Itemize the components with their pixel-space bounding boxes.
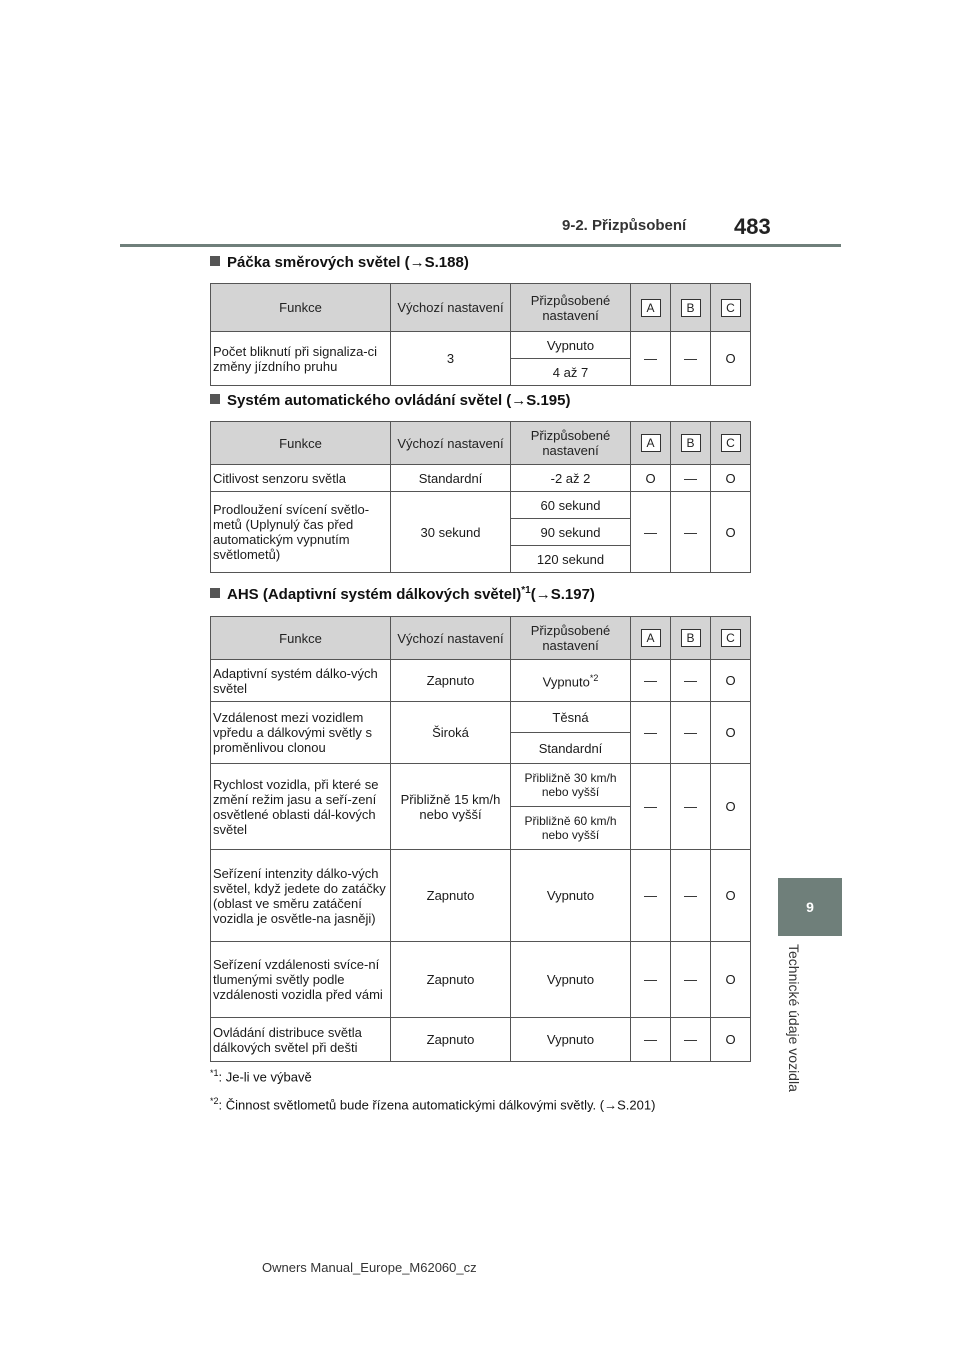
c-cell: O [711,764,751,850]
chapter-number: 9 [806,899,814,915]
c-cell: O [711,660,751,702]
custom-cell: Vypnuto [511,850,631,942]
table-row [211,850,751,942]
a-cell: — [631,660,671,702]
table-header-row [211,284,751,332]
function-cell: Rychlost vozidla, při které se změní režim jasu a seří-zení osvětlené oblasti dál-kových světel [211,764,391,850]
custom-cell: Standardní [511,733,631,764]
section-title-3: AHS (Adaptivní systém dálkových světel) [227,586,522,603]
a-cell: — [631,764,671,850]
header-rule [120,244,841,247]
custom-cell: 4 až 7 [511,359,631,386]
c-cell: O [711,702,751,764]
default-cell: 3 [391,332,511,386]
col-b: B [671,422,711,465]
chapter-tab[interactable] [778,878,842,936]
a-cell: — [631,850,671,942]
footer-text: Owners Manual_Europe_M62060_cz [262,1260,477,1275]
col-c: C [711,284,751,332]
a-cell: — [631,942,671,1018]
b-cell: — [671,660,711,702]
section-title-2: Systém automatického ovládání světel (→S.195) [227,392,571,409]
custom-cell: Přibližně 30 km/h nebo vyšší [511,764,631,807]
default-cell: Standardní [391,465,511,492]
function-cell: Ovládání distribuce světla dálkových světel při dešti [211,1018,391,1062]
table-row [211,942,751,1018]
function-cell: Počet bliknutí při signaliza-ci změny jízdního pruhu [211,332,391,386]
page-number: 483 [734,214,771,239]
c-cell: O [711,332,751,386]
col-prizpusobene: Přizpůsobené nastavení [511,422,631,465]
b-cell: — [671,764,711,850]
function-cell: Adaptivní systém dálko-vých světel [211,660,391,702]
table-row [211,492,751,519]
a-cell: — [631,332,671,386]
function-cell: Seřízení vzdálenosti svíce-ní tlumenými světly podle vzdálenosti vozidla před vámi [211,942,391,1018]
table-header-row [211,617,751,660]
default-cell: Zapnuto [391,1018,511,1062]
function-cell: Vzdálenost mezi vozidlem vpředu a dálkovými světly s proměnlivou clonou [211,702,391,764]
col-a: A [631,284,671,332]
col-prizpusobene: Přizpůsobené nastavení [511,617,631,660]
square-bullet-icon [210,394,220,404]
square-bullet-icon [210,588,220,598]
custom-cell: Vypnuto [511,332,631,359]
b-cell: — [671,702,711,764]
custom-cell: Vypnuto [511,1018,631,1062]
section-heading-3 [210,585,595,603]
col-a: A [631,422,671,465]
col-prizpusobene: Přizpůsobené nastavení [511,284,631,332]
function-cell: Citlivost senzoru světla [211,465,391,492]
section-ref-3: (→S.197) [530,586,595,603]
table-3 [210,616,751,1062]
table-1 [210,283,751,386]
chapter-title [780,944,810,1110]
custom-cell: Vypnuto [511,942,631,1018]
col-funkce: Funkce [211,422,391,465]
default-cell: Zapnuto [391,942,511,1018]
b-cell: — [671,1018,711,1062]
b-cell: — [671,465,711,492]
b-cell: — [671,850,711,942]
table-row [211,1018,751,1062]
footnote-2: $^{*2}$: Činnost světlometů bude řízena automatickými dálkovými světly. (→S.201) [210,1096,656,1113]
section-heading-2 [210,392,570,409]
table-2 [210,421,751,573]
b-cell: — [671,332,711,386]
b-cell: — [671,492,711,573]
a-cell: — [631,1018,671,1062]
c-cell: O [711,1018,751,1062]
table-row [211,465,751,492]
default-cell: Široká [391,702,511,764]
col-b: B [671,284,711,332]
c-cell: O [711,492,751,573]
c-cell: O [711,850,751,942]
custom-cell: 60 sekund [511,492,631,519]
col-funkce: Funkce [211,617,391,660]
custom-cell: 120 sekund [511,546,631,573]
custom-cell: Těsná [511,702,631,733]
c-cell: O [711,942,751,1018]
default-cell: Zapnuto [391,660,511,702]
custom-cell: 90 sekund [511,519,631,546]
default-cell: 30 sekund [391,492,511,573]
square-bullet-icon [210,256,220,266]
col-b: B [671,617,711,660]
col-vychozi: Výchozí nastavení [391,422,511,465]
custom-cell: -2 až 2 [511,465,631,492]
col-vychozi: Výchozí nastavení [391,617,511,660]
col-a: A [631,617,671,660]
table-header-row [211,422,751,465]
section-title-1: Páčka směrových světel (→S.188) [227,254,469,271]
table-row [211,332,751,359]
a-cell: O [631,465,671,492]
table-row [211,660,751,702]
c-cell: O [711,465,751,492]
footnote-marker: *2 [589,673,599,684]
default-cell: Zapnuto [391,850,511,942]
a-cell: — [631,702,671,764]
col-funkce: Funkce [211,284,391,332]
footnote-marker: *1 [521,585,531,596]
table-row [211,764,751,807]
col-vychozi: Výchozí nastavení [391,284,511,332]
section-heading-1 [210,254,469,271]
custom-cell: Přibližně 60 km/h nebo vyšší [511,807,631,850]
col-c: C [711,422,751,465]
default-cell: Přibližně 15 km/h nebo vyšší [391,764,511,850]
function-cell: Seřízení intenzity dálko-vých světel, když jedete do zatáčky (oblast ve směru zatáčení vozidla je osvětle-na jasněji) [211,850,391,942]
table-row [211,702,751,733]
footnote-1: $^{*1}$: Je-li ve výbavě [210,1068,312,1085]
col-c: C [711,617,751,660]
custom-cell: Vypnuto$^{*2}$ [511,660,631,702]
a-cell: — [631,492,671,573]
function-cell: Prodloužení svícení světlo-metů (Uplynulý čas před automatickým vypnutím světlometů) [211,492,391,573]
section-label: 9-2. Přizpůsobení [562,217,687,234]
b-cell: — [671,942,711,1018]
chapter-title-text: Technické údaje vozidla [786,944,802,1092]
